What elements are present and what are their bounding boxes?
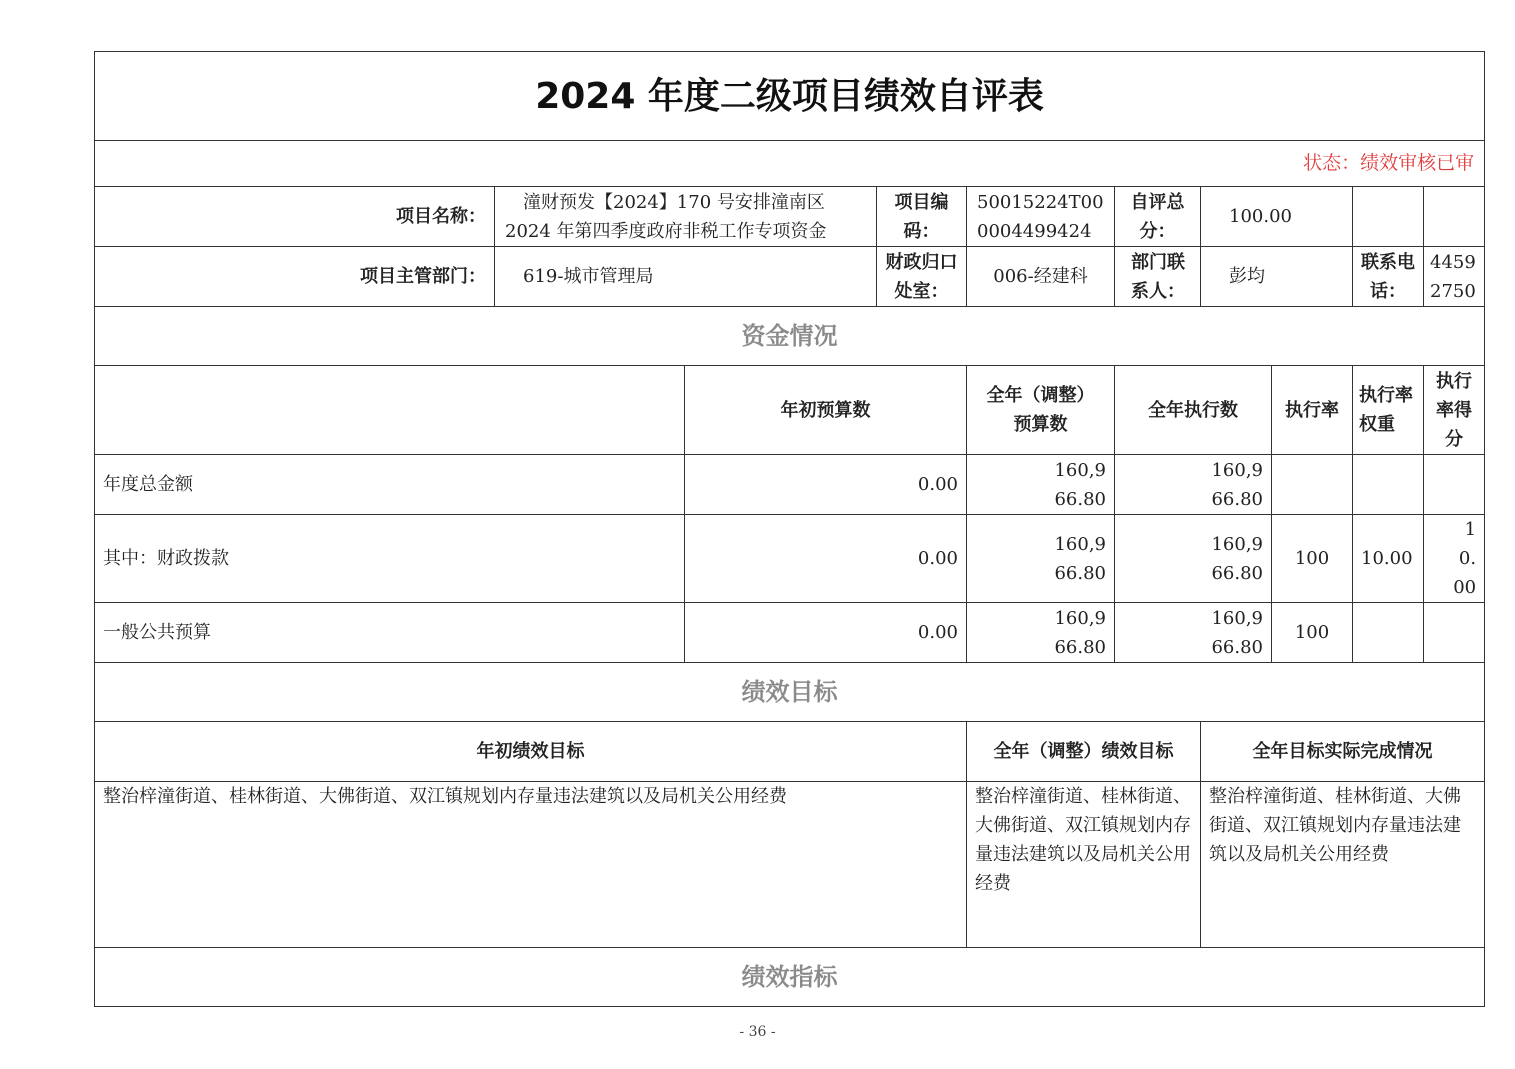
goals-actual-text: 整治梓潼街道、桂林街道、大佛街道、双江镇规划内存量违法建筑以及局机关公用经费 [1201,782,1485,948]
funds-row-rate [1272,455,1353,515]
funds-row-weight [1353,603,1424,663]
funds-row-score: 10.00 [1424,515,1485,603]
funds-header-score: 执行率得分 [1424,366,1485,455]
table-row [95,455,1485,515]
funds-row-adjusted: 160,966.80 [967,455,1115,515]
project-name-label: 项目名称： [95,187,495,247]
project-code-value: 50015224T000004499424 [967,187,1115,247]
funds-header-rate: 执行率 [1272,366,1353,455]
evaluation-form [94,51,1484,1007]
funds-row-rate: 100 [1272,603,1353,663]
form-table [94,51,1485,1007]
page-title: 2024 年度二级项目绩效自评表 [95,52,1485,141]
funds-row-name: 一般公共预算 [95,603,685,663]
funds-row-initial: 0.00 [685,515,967,603]
goals-initial-text: 整治梓潼街道、桂林街道、大佛街道、双江镇规划内存量违法建筑以及局机关公用经费 [95,782,967,948]
funds-row-name: 年度总金额 [95,455,685,515]
page-number: - 36 - [739,1024,776,1040]
funds-row-weight [1353,455,1424,515]
funds-row-name: 其中：财政拨款 [95,515,685,603]
status-text: 状态：绩效审核已审 [95,141,1485,187]
dept-label: 项目主管部门： [95,247,495,307]
funds-row-weight: 10.00 [1353,515,1424,603]
finance-office-value: 006-经建科 [967,247,1115,307]
project-name-value: 潼财预发【2024】170 号安排潼南区 2024 年第四季度政府非税工作专项资金 [495,187,877,247]
funds-header-adjusted: 全年（调整）预算数 [967,366,1115,455]
funds-row-executed: 160,966.80 [1115,455,1272,515]
goals-header-actual: 全年目标实际完成情况 [1201,722,1485,782]
funds-header-blank [95,366,685,455]
funds-header-initial: 年初预算数 [685,366,967,455]
project-code-label: 项目编码： [877,187,967,247]
indicators-section-title: 绩效指标 [95,948,1485,1007]
phone-label: 联系电话： [1353,247,1424,307]
funds-row-initial: 0.00 [685,603,967,663]
funds-section-title: 资金情况 [95,307,1485,366]
table-row [95,515,1485,603]
self-score-value: 100.00 [1201,187,1353,247]
table-row [95,603,1485,663]
funds-row-score [1424,603,1485,663]
funds-row-executed: 160,966.80 [1115,515,1272,603]
funds-row-adjusted: 160,966.80 [967,515,1115,603]
goals-adjusted-text: 整治梓潼街道、桂林街道、大佛街道、双江镇规划内存量违法建筑以及局机关公用经费 [967,782,1201,948]
phone-value: 44592750 [1424,247,1485,307]
dept-value: 619-城市管理局 [495,247,877,307]
funds-row-initial: 0.00 [685,455,967,515]
funds-row-score [1424,455,1485,515]
funds-row-adjusted: 160,966.80 [967,603,1115,663]
funds-header-weight: 执行率权重 [1353,366,1424,455]
goals-section-title: 绩效目标 [95,663,1485,722]
funds-row-rate: 100 [1272,515,1353,603]
contact-value: 彭均 [1201,247,1353,307]
goals-header-adjusted: 全年（调整）绩效目标 [967,722,1201,782]
finance-office-label: 财政归口处室： [877,247,967,307]
empty-cell [1424,187,1485,247]
goals-header-initial: 年初绩效目标 [95,722,967,782]
funds-header-executed: 全年执行数 [1115,366,1272,455]
empty-cell [1353,187,1424,247]
funds-row-executed: 160,966.80 [1115,603,1272,663]
self-score-label: 自评总分： [1115,187,1201,247]
contact-label: 部门联系人： [1115,247,1201,307]
